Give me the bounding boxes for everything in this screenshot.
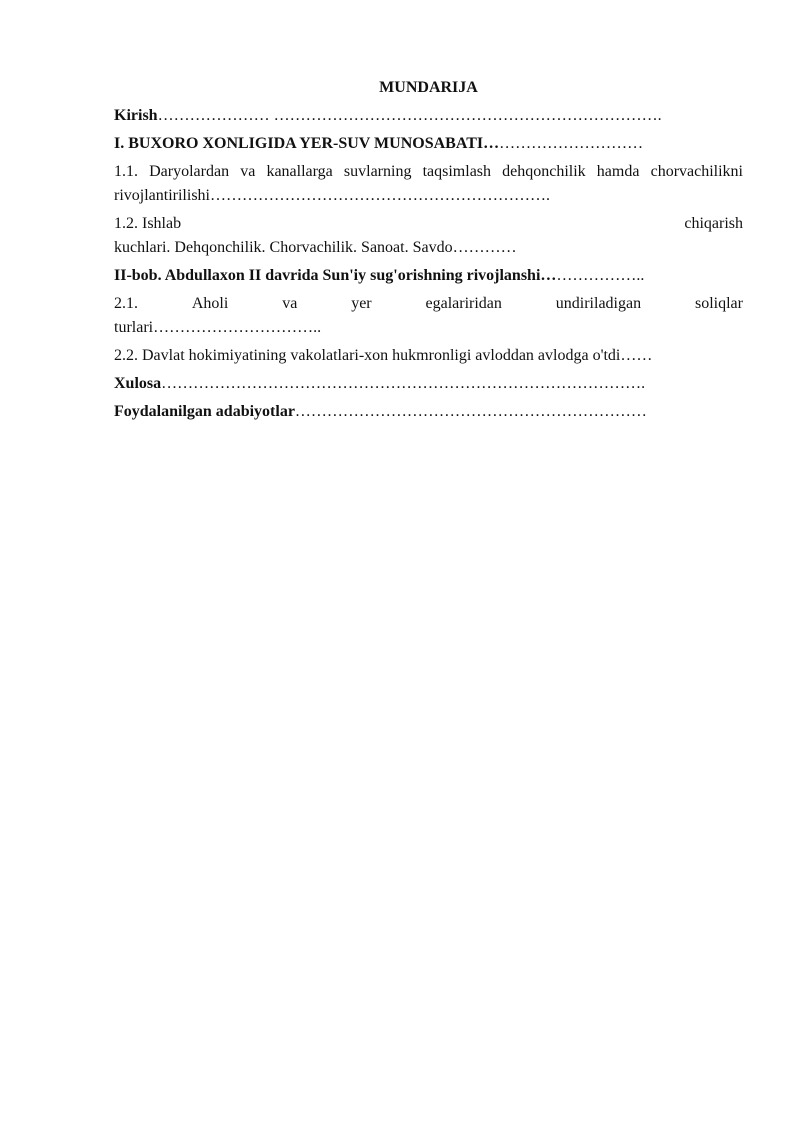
toc-entry-word: yer bbox=[351, 295, 372, 312]
toc-entry-word: chiqarish bbox=[684, 215, 743, 232]
toc-entry-label: 1.1. Daryolardan va kanallarga suvlarning taqsimlash dehqonchilik hamda chorvachilikni rivojlantirilishi bbox=[114, 163, 743, 204]
toc-entry-label: II-bob. Abdullaxon II davrida Sun'iy sug'orishning rivojlanshi… bbox=[114, 267, 557, 284]
toc-entry-section-1-1[interactable] bbox=[114, 160, 743, 208]
toc-entry-dots: ………………………………………………………………………………. bbox=[161, 375, 646, 392]
toc-entry-chapter-1[interactable] bbox=[114, 132, 743, 156]
toc-entry-chapter-2[interactable] bbox=[114, 264, 743, 288]
toc-entry-dots: ………………… ………………………………………………………………. bbox=[157, 107, 662, 124]
toc-entry-second-line: kuchlari. Dehqonchilik. Chorvachilik. Sanoat. Savdo………… bbox=[114, 239, 517, 256]
toc-entry-label: Foydalanilgan adabiyotlar bbox=[114, 403, 295, 420]
toc-entry-dots: …………….. bbox=[556, 267, 645, 284]
toc-entry-kirish[interactable] bbox=[114, 104, 743, 128]
toc-entry-section-2-2[interactable] bbox=[114, 344, 743, 368]
toc-entry-dots: ………………………………………………………. bbox=[210, 187, 550, 204]
toc-entry-word: undiriladigan bbox=[555, 295, 642, 312]
toc-entry-first-line bbox=[114, 212, 743, 236]
toc-entry-adabiyotlar[interactable] bbox=[114, 400, 743, 424]
toc-title: MUNDARIJA bbox=[379, 79, 478, 96]
toc-entry-label: Xulosa bbox=[114, 375, 162, 392]
toc-entry-word: Aholi bbox=[191, 295, 229, 312]
toc-entry-label: 2.2. Davlat hokimiyatining vakolatlari-xon hukmronligi avloddan avlodga o'tdi…… bbox=[114, 347, 653, 364]
toc-entry-word: 2.1. bbox=[114, 295, 138, 312]
toc-entry-section-1-2[interactable] bbox=[114, 212, 743, 260]
toc-entry-word: 1.2. Ishlab bbox=[114, 215, 182, 232]
toc-entry-section-2-1[interactable] bbox=[114, 292, 743, 340]
table-of-contents bbox=[114, 76, 743, 428]
toc-entry-word: va bbox=[282, 295, 298, 312]
toc-entry-dots: ……………………… bbox=[499, 135, 644, 152]
toc-entry-xulosa[interactable] bbox=[114, 372, 743, 396]
toc-entry-second-line: turlari………………………….. bbox=[114, 319, 322, 336]
toc-entry-label: I. BUXORO XONLIGIDA YER-SUV MUNOSABATI… bbox=[114, 135, 500, 152]
toc-entry-word: egalariridan bbox=[425, 295, 502, 312]
toc-entry-first-line bbox=[114, 292, 743, 316]
toc-entry-dots: ………………………………………………………… bbox=[294, 403, 647, 420]
toc-entry-word: soliqlar bbox=[694, 295, 743, 312]
toc-entry-label: Kirish bbox=[114, 107, 158, 124]
